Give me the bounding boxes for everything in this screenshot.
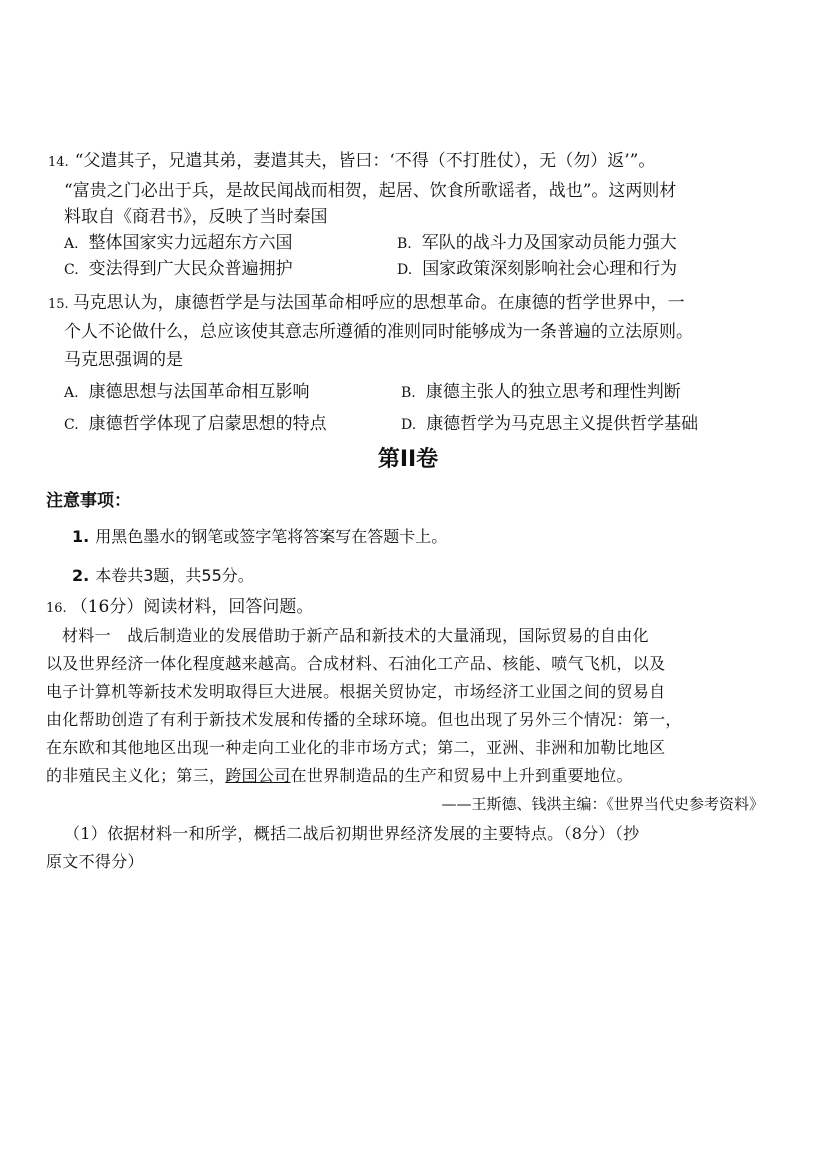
q16-material-source: ——王斯德、钱洪主编：《世界当代史参考资料》 [441, 795, 764, 813]
q15-number: 15. [48, 297, 69, 312]
q16-material-line-1: 材料一 战后制造业的发展借助于新产品和新技术的大量涌现，国际贸易的自由化 [62, 626, 649, 645]
q14-option-b-letter: B. [397, 236, 412, 252]
q16-material-line-3: 电子计算机等新技术发明取得巨大进展。根据关贸协定，市场经济工业国之间的贸易自 [46, 682, 666, 701]
q16-subquestion-1-line-1: （1）依据材料一和所学，概括二战后初期世界经济发展的主要特点。（8分）（抄 [64, 824, 640, 843]
q14-option-c[interactable] [64, 258, 293, 281]
q16-subquestion-1-line-2: 原文不得分） [46, 852, 144, 871]
q15-option-d-letter: D. [401, 417, 417, 433]
section-title: 第II卷 [377, 447, 439, 472]
q15-option-b-text: 康德主张人的独立思考和理性判断 [425, 382, 681, 402]
q15-option-a-letter: A. [64, 385, 79, 401]
note-item-2-text: 本卷共3题，共55分。 [95, 566, 254, 585]
q16-material-underlined-term: 跨国公司 [225, 766, 291, 785]
q14-option-c-text: 变法得到广大民众普遍拥护 [88, 259, 293, 279]
q15-option-b[interactable] [401, 381, 681, 404]
q16-material-line-4: 由化帮助创造了有利于新技术发展和传播的全球环境。但也出现了另外三个情况：第一， [46, 710, 682, 729]
q14-stem-line-1: “父遣其子，兄遣其弟，妻遣其夫，皆曰：‘不得（不打胜仗），无（勿）返’”。 [74, 151, 656, 171]
q15-option-c-text: 康德哲学体现了启蒙思想的特点 [88, 414, 327, 434]
q15-option-d-text: 康德哲学为马克思主义提供哲学基础 [426, 414, 699, 434]
q16-intro-line [46, 596, 313, 620]
q15-option-c[interactable] [64, 413, 327, 436]
q14-option-d-letter: D. [397, 262, 413, 278]
q15-line-1 [48, 292, 685, 316]
q16-number: 16. [46, 601, 67, 616]
q15-option-c-letter: C. [64, 417, 79, 433]
note-item-1-text: 用黑色墨水的钢笔或签字笔将答案写在答题卡上。 [95, 527, 448, 546]
q16-material-line-6-start: 的非殖民主义化；第三， [46, 766, 226, 785]
q14-option-b-text: 军队的战斗力及国家动员能力强大 [421, 233, 677, 253]
q14-option-a[interactable] [64, 232, 293, 255]
q15-option-a-text: 康德思想与法国革命相互影响 [88, 382, 310, 402]
notes-heading: 注意事项： [46, 491, 131, 511]
q15-option-d[interactable] [401, 413, 698, 436]
q16-material-line-6-end: 在世界制造品的生产和贸易中上升到重要地位。 [290, 766, 633, 785]
note-item-1 [72, 526, 447, 548]
q15-option-a[interactable] [64, 381, 310, 404]
q14-stem-line-2: “富贵之门必出于兵，是故民闻战而相贺，起居、饮食所歌谣者，战也”。这两则材 [64, 181, 677, 201]
q15-stem-line-2: 个人不论做什么，总应该使其意志所遵循的准则同时能够成为一条普遍的立法原则。 [64, 322, 693, 342]
q14-option-a-letter: A. [64, 236, 79, 252]
q14-option-d[interactable] [397, 258, 677, 281]
q15-stem-line-3: 马克思强调的是 [64, 350, 183, 370]
q15-option-b-letter: B. [401, 385, 416, 401]
q14-option-a-text: 整体国家实力远超东方六国 [88, 233, 293, 253]
q14-number: 14. [48, 155, 69, 170]
q14-line-1 [48, 150, 655, 174]
q16-material-line-2: 以及世界经济一体化程度越来越高。合成材料、石油化工产品、核能、喷气飞机，以及 [46, 654, 666, 673]
q14-option-d-text: 国家政策深刻影响社会心理和行为 [422, 259, 678, 279]
q14-stem-line-3: 料取自《商君书》，反映了当时秦国 [64, 207, 328, 227]
note-item-1-number: 1. [72, 527, 90, 546]
note-item-2-number: 2. [72, 566, 90, 585]
q16-material-line-5: 在东欧和其他地区出现一种走向工业化的非市场方式；第二，亚洲、非洲和加勒比地区 [46, 738, 666, 757]
q14-option-b[interactable] [397, 232, 677, 255]
note-item-2 [72, 565, 254, 587]
q16-intro: （16分）阅读材料，回答问题。 [70, 597, 314, 617]
q16-material-line-6 [46, 765, 633, 787]
q14-option-c-letter: C. [64, 262, 79, 278]
q15-stem-line-1: 马克思认为，康德哲学是与法国革命相呼应的思想革命。在康德的哲学世界中，一 [72, 293, 685, 313]
